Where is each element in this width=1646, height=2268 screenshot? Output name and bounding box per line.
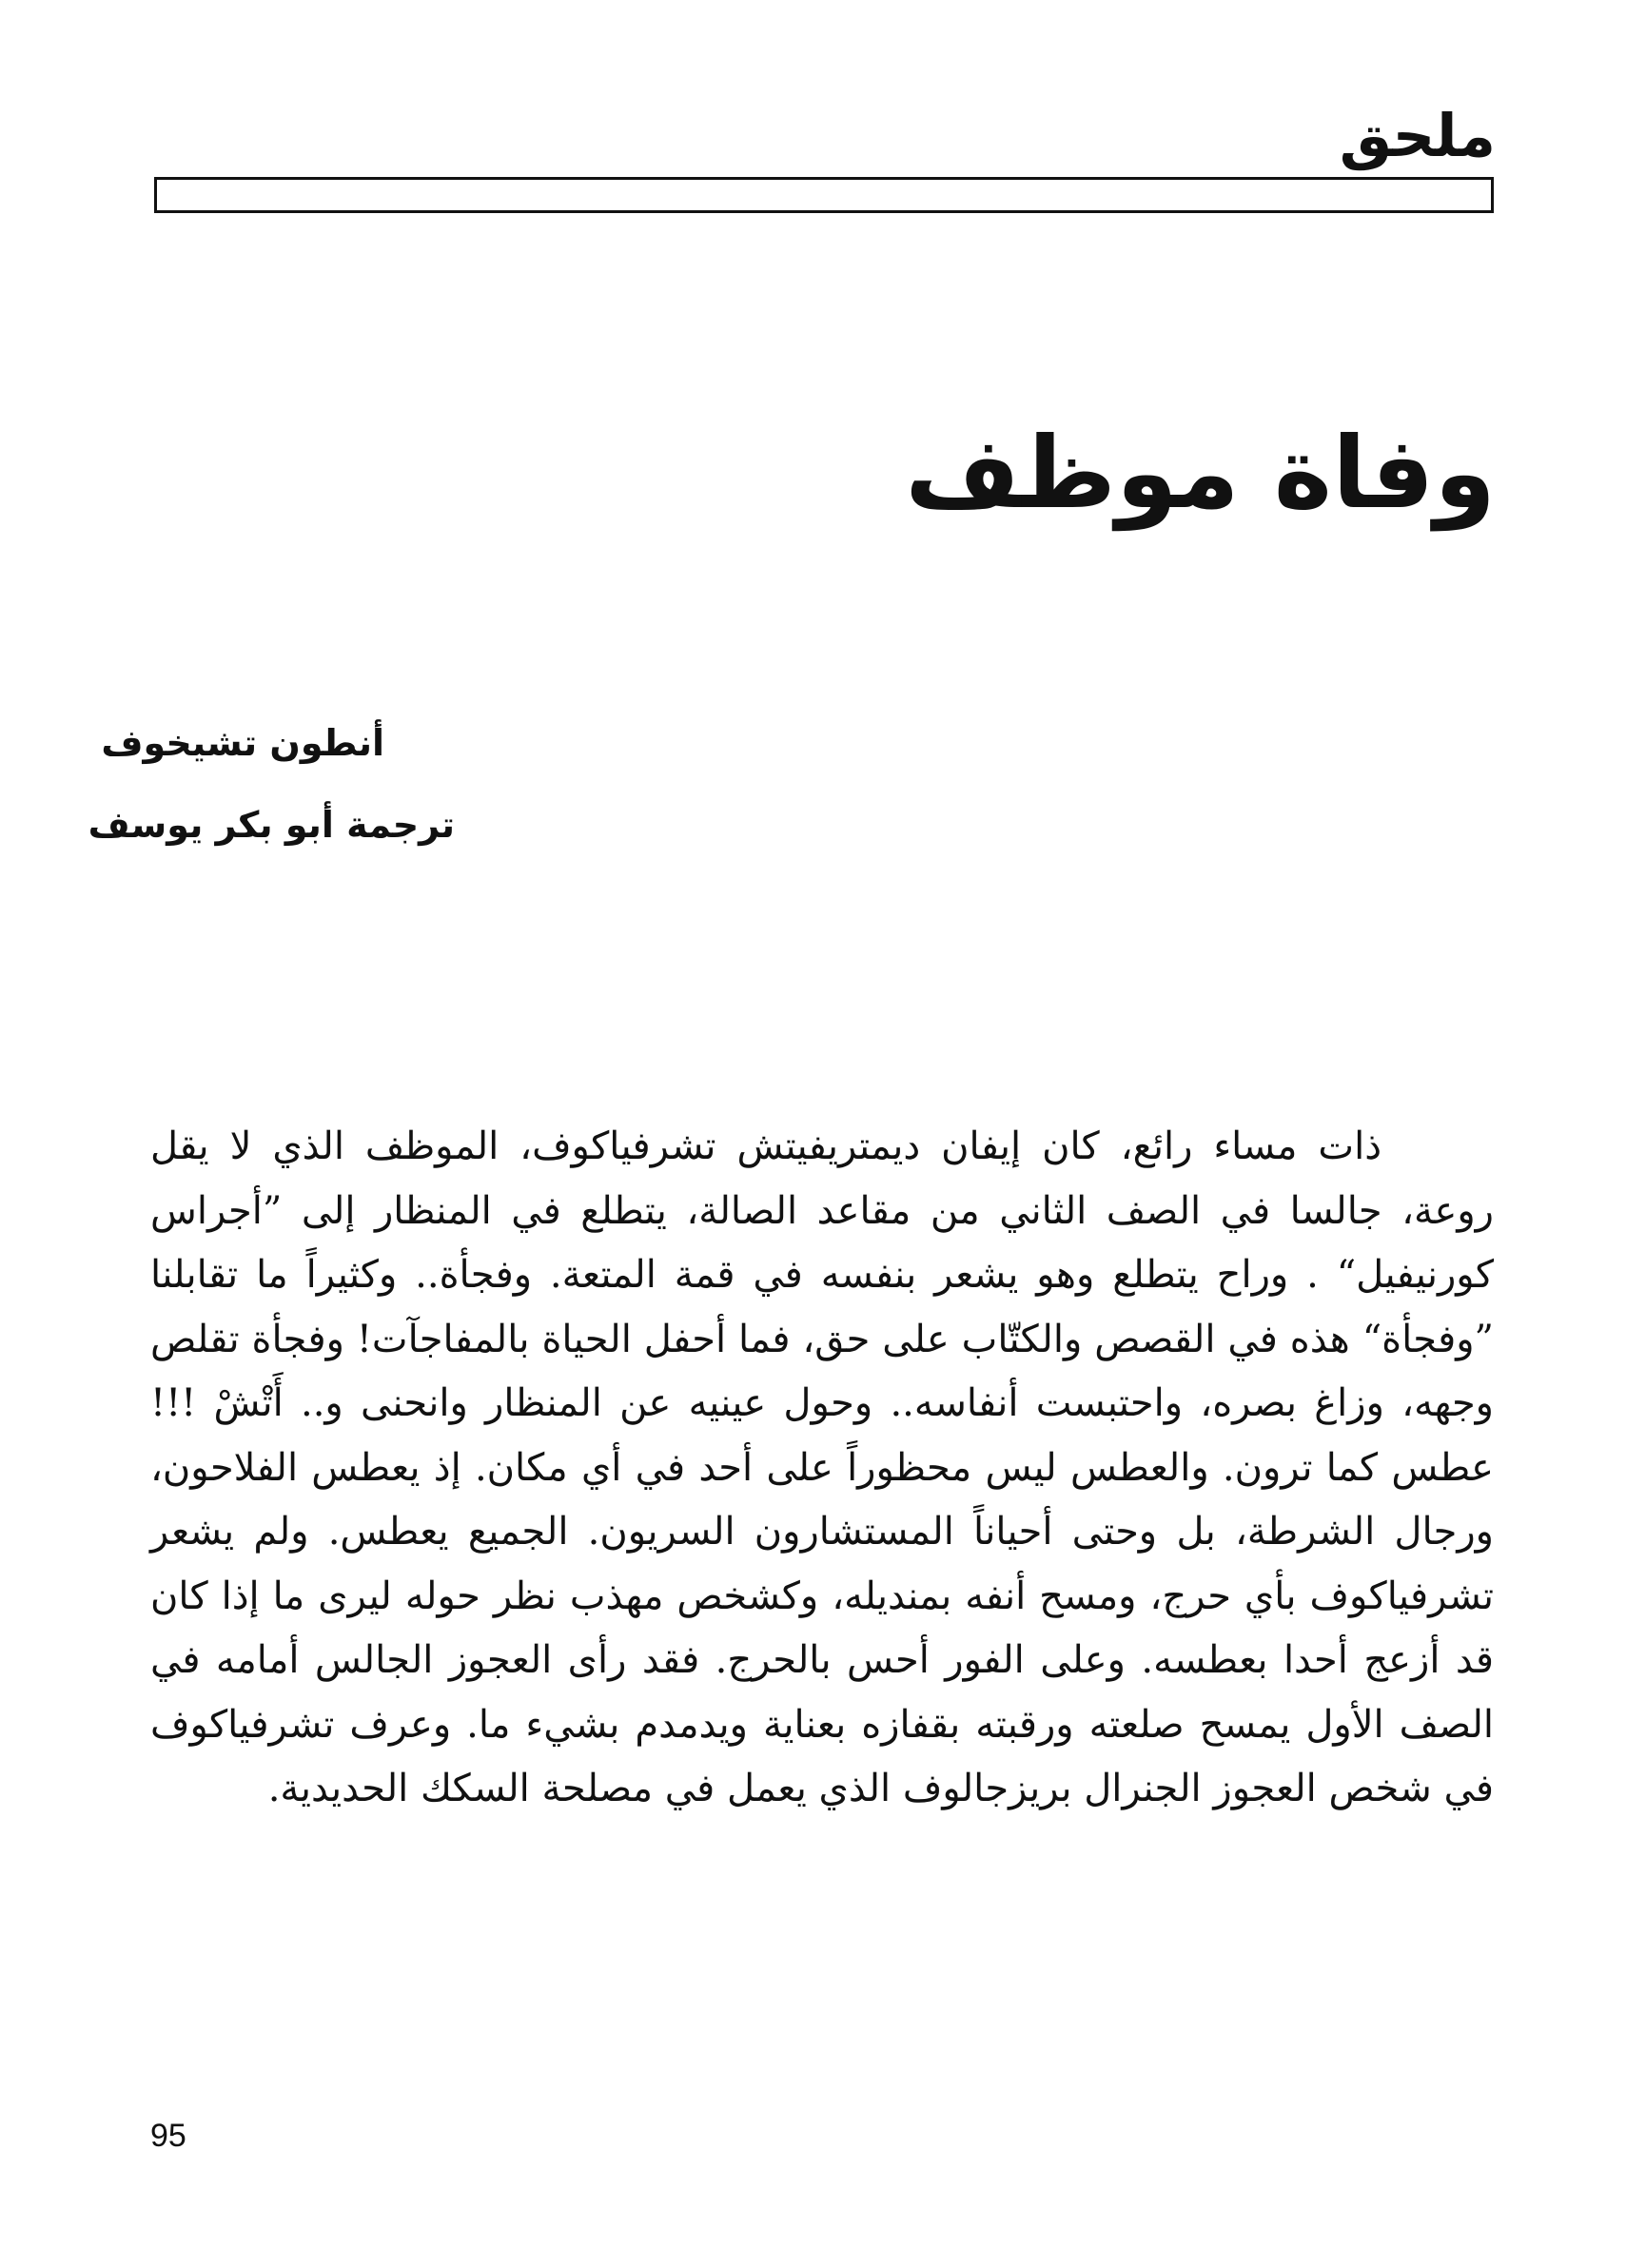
author-name: أنطون تشيخوف bbox=[101, 722, 384, 764]
header-rule-box bbox=[154, 177, 1494, 213]
story-body bbox=[150, 1115, 1494, 1822]
section-label: ملحق bbox=[1339, 101, 1496, 170]
body-paragraph: ذات مساء رائع، كان إيفان ديمتريفيتش تشرفياكوف، الموظف الذي لا يقل روعة، جالسا في الصف الثاني من مقاعد الصالة، يتطلع في المنظار إلى ”أجراس كورنيفيل“ . وراح يتطلع وهو يشعر بنفسه في قمة المتعة. وفجأة.. وكثيراً ما تقابلنا ”وفجأة“ هذه في القصص والكتّاب على حق، فما أحفل الحياة بالمفاجآت! وفجأة تقلص وجهه، وزاغ بصره، واحتبست أنفاسه.. وحول عينيه عن المنظار وانحنى و.. أَتْشْ !!! عطس كما ترون. والعطس ليس محظوراً على أحد في أي مكان. إذ يعطس الفلاحون، ورجال الشرطة، بل وحتى أحياناً المستشارون السريون. الجميع يعطس. ولم يشعر تشرفياكوف بأي حرج، ومسح أنفه بمنديله، وكشخص مهذب نظر حوله ليرى ما إذا كان قد أزعج أحدا بعطسه. وعلى الفور أحس بالحرج. فقد رأى العجوز الجالس أمامه في الصف الأول يمسح صلعته ورقبته بقفازه بعناية ويدمدم بشيء ما. وعرف تشرفياكوف في شخص العجوز الجنرال بريزجالوف الذي يعمل في مصلحة السكك الحديدية. bbox=[150, 1124, 1495, 1810]
translator-credit: ترجمة أبو بكر يوسف bbox=[88, 804, 455, 846]
story-title: وفاة موظف bbox=[905, 415, 1496, 531]
page-number: 95 bbox=[150, 2118, 186, 2154]
